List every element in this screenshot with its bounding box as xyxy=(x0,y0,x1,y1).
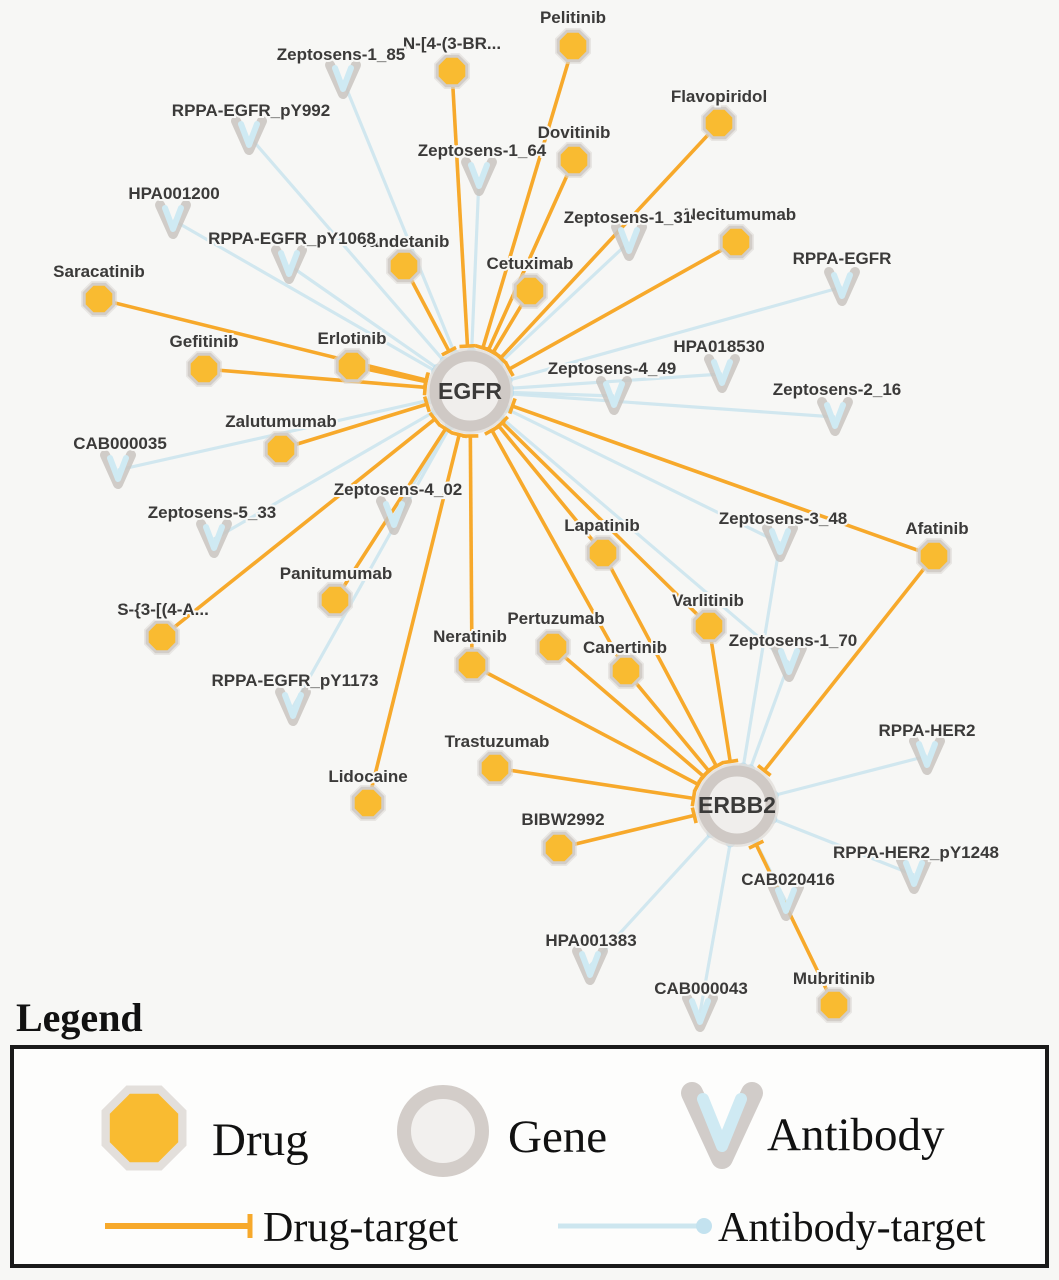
node-label-gefitinib: Gefitinib xyxy=(169,332,239,351)
node-label-cab020416: CAB020416 xyxy=(741,870,835,889)
legend-drug-label: Drug xyxy=(212,1114,309,1166)
edge-drug-target-n-4-3-br-egfr xyxy=(452,71,467,346)
drug-node-trastuzumab[interactable] xyxy=(480,753,510,783)
drug-node-cetuximab[interactable] xyxy=(515,276,545,306)
node-label-vandetanib: Vandetanib xyxy=(358,232,450,251)
antibody-node-zeptosens-1-64[interactable] xyxy=(466,162,492,191)
drug-node-necitumumab[interactable] xyxy=(721,227,751,257)
drug-node-lidocaine[interactable] xyxy=(353,788,383,818)
drug-edge-tee-cap xyxy=(692,790,694,806)
node-label-zeptosens-4-02: Zeptosens-4_02 xyxy=(333,480,463,499)
node-label-necitumumab: Necitumumab xyxy=(683,205,797,224)
node-label-hpa001383: HPA001383 xyxy=(545,931,637,950)
drug-edge-tee-cap xyxy=(424,374,427,390)
drug-node-saracatinib[interactable] xyxy=(84,284,114,314)
drug-node-n-4-3-br[interactable] xyxy=(437,56,467,86)
node-label-flavopiridol: Flavopiridol xyxy=(670,87,768,106)
drug-node-pelitinib[interactable] xyxy=(558,31,588,61)
node-label-zeptosens-2-16: Zeptosens-2_16 xyxy=(772,380,902,399)
node-label-zeptosens-1-85: Zeptosens-1_85 xyxy=(276,45,406,64)
node-label-varlitinib: Varlitinib xyxy=(672,591,744,610)
drug-node-mubritinib[interactable] xyxy=(819,990,849,1020)
antibody-node-rppa-egfr-py1068[interactable] xyxy=(276,250,302,279)
drug-node-dovitinib[interactable] xyxy=(559,145,589,175)
drug-node-neratinib[interactable] xyxy=(457,650,487,680)
node-label-zeptosens-3-48: Zeptosens-3_48 xyxy=(718,509,848,528)
edge-drug-target-trastuzumab-erbb2 xyxy=(495,768,694,798)
node-label-hpa001200: HPA001200 xyxy=(128,184,220,203)
node-label-afatinib: Afatinib xyxy=(905,519,969,538)
antibody-node-hpa001200[interactable] xyxy=(160,205,186,234)
node-label-trastuzumab: Trastuzumab xyxy=(444,732,550,751)
node-label-rppa-egfr-py1068: RPPA-EGFR_pY1068 xyxy=(208,229,376,248)
node-label-cab000043: CAB000043 xyxy=(654,979,748,998)
node-label-saracatinib: Saracatinib xyxy=(53,262,145,281)
drug-node-pertuzumab[interactable] xyxy=(538,632,568,662)
drug-node-varlitinib[interactable] xyxy=(694,611,724,641)
drug-edge-tee-cap xyxy=(722,760,738,762)
legend-antibody-target-label: Antibody-target xyxy=(718,1205,986,1251)
node-label-bibw2992: BIBW2992 xyxy=(521,810,605,829)
drug-node-vandetanib[interactable] xyxy=(389,251,419,281)
node-label-n-4-3-br: N-[4-(3-BR... xyxy=(402,34,502,53)
node-label-hpa018530: HPA018530 xyxy=(673,337,765,356)
drug-swatch-icon xyxy=(102,1086,187,1171)
drug-node-flavopiridol[interactable] xyxy=(704,108,734,138)
node-label-pertuzumab: Pertuzumab xyxy=(507,609,605,628)
drug-node-canertinib[interactable] xyxy=(611,656,641,686)
drug-node-bibw2992[interactable] xyxy=(544,833,574,863)
drug-node-panitumumab[interactable] xyxy=(320,585,350,615)
node-label-rppa-her2-py1248: RPPA-HER2_pY1248 xyxy=(833,843,999,862)
node-label-dovitinib: Dovitinib xyxy=(537,123,611,142)
node-label-pelitinib: Pelitinib xyxy=(539,8,607,27)
antibody-node-hpa018530[interactable] xyxy=(709,359,735,388)
drug-node-lapatinib[interactable] xyxy=(588,538,618,568)
gene-swatch-icon xyxy=(404,1092,482,1170)
node-label-canertinib: Canertinib xyxy=(582,638,668,657)
node-label-mubritinib: Mubritinib xyxy=(792,969,876,988)
legend-drug-target-label: Drug-target xyxy=(263,1205,459,1251)
edge-antibody-target-rppa-her2-erbb2 xyxy=(774,756,927,796)
node-label-erlotinib: Erlotinib xyxy=(317,329,387,348)
edge-antibody-target-zeptosens-1-64-egfr xyxy=(472,177,479,352)
node-label-lapatinib: Lapatinib xyxy=(564,516,640,535)
legend xyxy=(12,995,1047,1266)
edge-drug-target-varlitinib-erbb2 xyxy=(709,626,730,762)
drug-node-erlotinib[interactable] xyxy=(337,351,367,381)
legend-gene-label: Gene xyxy=(508,1111,608,1163)
node-label-rppa-her2: RPPA-HER2 xyxy=(878,721,976,740)
edge-antibody-target-zeptosens-1-70-erbb2 xyxy=(750,663,789,769)
antibody-node-rppa-egfr[interactable] xyxy=(829,272,855,301)
drug-node-gefitinib[interactable] xyxy=(189,354,219,384)
node-label-neratinib: Neratinib xyxy=(433,627,507,646)
node-label-cab000035: CAB000035 xyxy=(73,434,167,453)
node-label-rppa-egfr: RPPA-EGFR xyxy=(792,249,892,268)
node-label-panitumumab: Panitumumab xyxy=(279,564,393,583)
node-label-cetuximab: Cetuximab xyxy=(486,254,574,273)
antibody-node-zeptosens-1-85[interactable] xyxy=(330,65,356,94)
labels-layer xyxy=(53,8,999,998)
drug-node-s-3-4-a[interactable] xyxy=(147,622,177,652)
node-label-zeptosens-4-49: Zeptosens-4_49 xyxy=(547,359,677,378)
gene-label-egfr: EGFR xyxy=(438,378,502,404)
node-label-s-3-4-a: S-{3-[(4-A... xyxy=(117,600,209,619)
node-label-zeptosens-1-70: Zeptosens-1_70 xyxy=(728,631,858,650)
antibody-node-rppa-her2[interactable] xyxy=(914,741,940,770)
legend-title: Legend xyxy=(16,995,143,1040)
legend-antibody-label: Antibody xyxy=(767,1109,945,1161)
node-label-zeptosens-1-64: Zeptosens-1_64 xyxy=(417,141,547,160)
node-label-rppa-egfr-py992: RPPA-EGFR_pY992 xyxy=(171,101,331,120)
drug-edge-tee-cap xyxy=(459,346,475,347)
node-label-zeptosens-5-33: Zeptosens-5_33 xyxy=(147,503,277,522)
gene-label-erbb2: ERBB2 xyxy=(698,792,776,818)
node-label-rppa-egfr-py1173: RPPA-EGFR_pY1173 xyxy=(211,671,379,690)
node-label-zeptosens-1-31: Zeptosens-1_31 xyxy=(563,208,693,227)
node-label-lidocaine: Lidocaine xyxy=(328,767,408,786)
node-label-zalutumumab: Zalutumumab xyxy=(225,412,337,431)
drug-node-zalutumumab[interactable] xyxy=(266,434,296,464)
drug-node-afatinib[interactable] xyxy=(919,541,949,571)
